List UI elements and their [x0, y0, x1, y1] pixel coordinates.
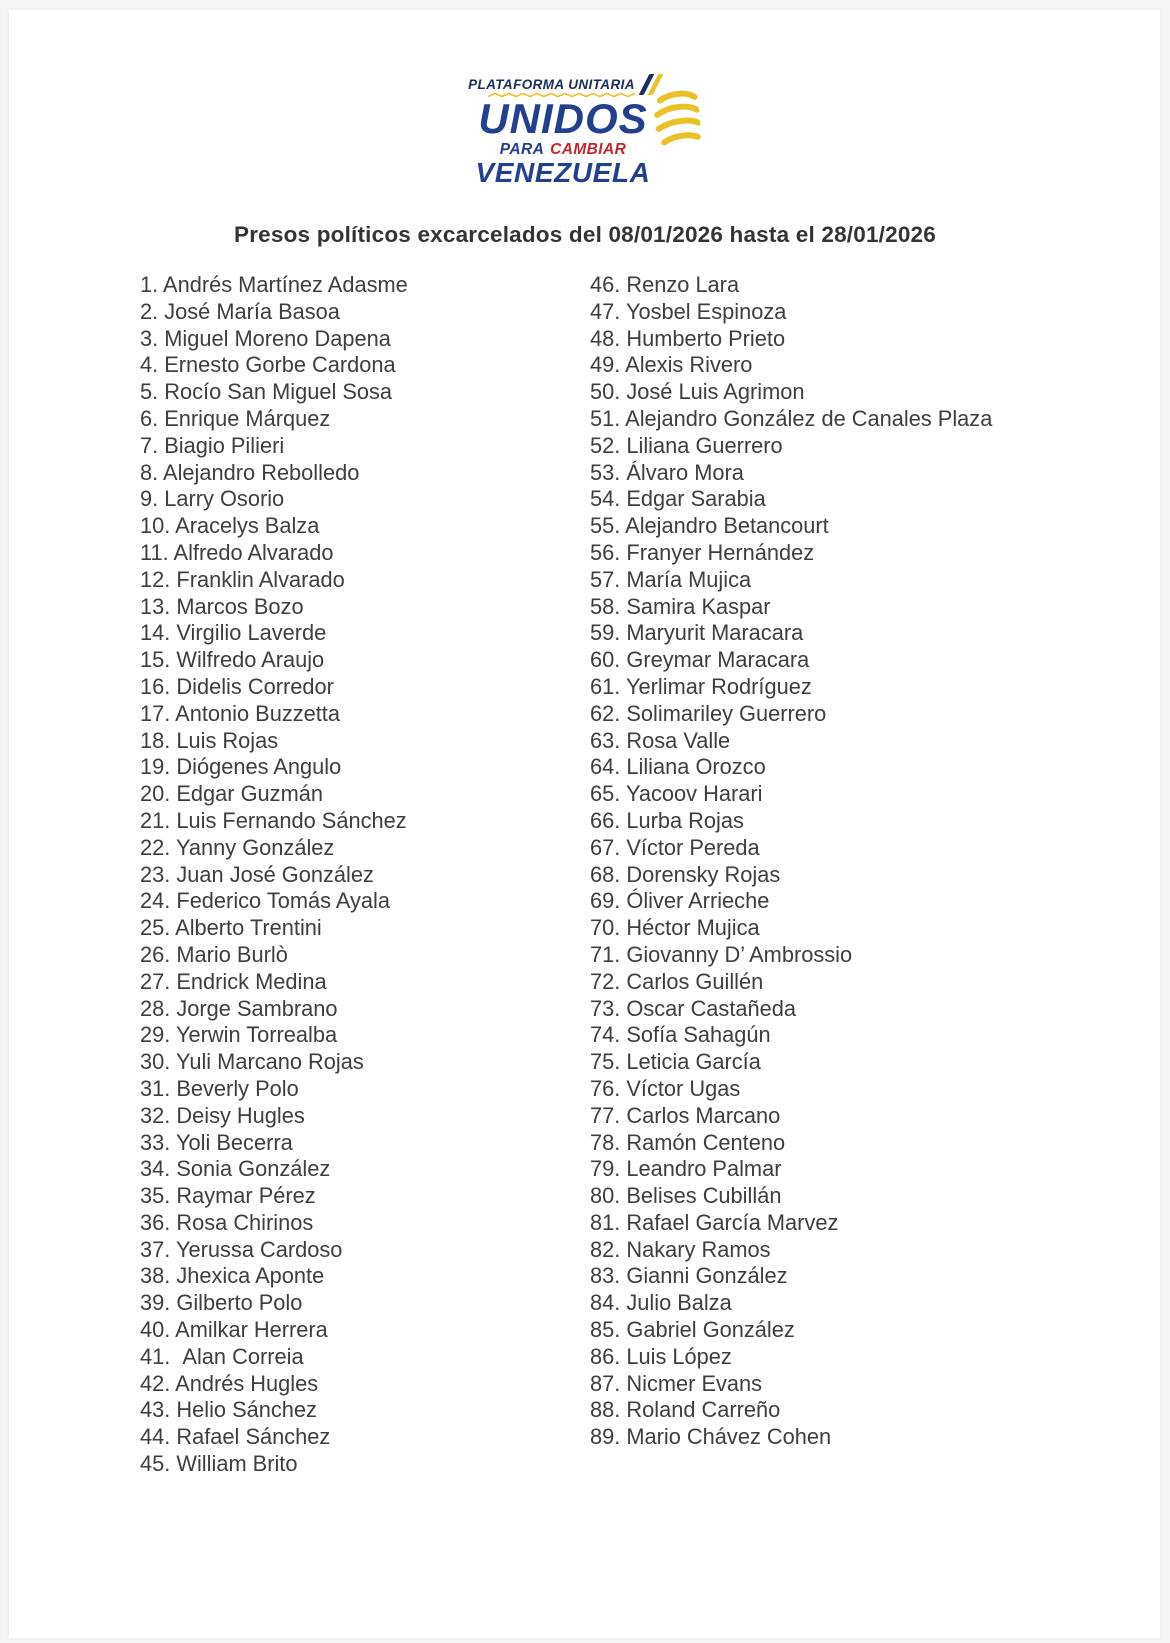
item-name: Humberto Prieto [626, 325, 786, 351]
item-number: 14. [140, 620, 171, 646]
item-number: 73. [590, 995, 621, 1021]
item-name: Dorensky Rojas [626, 861, 781, 887]
list-item [140, 969, 590, 996]
item-number: 83. [590, 1263, 621, 1289]
item-name: Raymar Pérez [176, 1183, 316, 1209]
item-number: 33. [140, 1129, 171, 1155]
list-item [140, 1022, 590, 1049]
item-number: 39. [140, 1290, 171, 1316]
item-number: 24. [140, 888, 171, 914]
item-name: Mario Chávez Cohen [626, 1424, 832, 1450]
item-name: Yerussa Cardoso [175, 1236, 343, 1262]
list-item [590, 781, 1035, 808]
item-name: Aracelys Balza [175, 513, 320, 539]
list-item [140, 862, 590, 889]
item-number: 29. [140, 1022, 171, 1048]
item-number: 18. [140, 727, 171, 753]
item-number: 58. [590, 593, 621, 619]
item-name: Alejandro Rebolledo [163, 459, 360, 485]
item-number: 87. [590, 1370, 621, 1396]
item-name: Edgar Guzmán [176, 781, 323, 807]
list-item [140, 352, 590, 379]
list-item [590, 674, 1035, 701]
list-item [140, 835, 590, 862]
item-name: Rosa Valle [626, 727, 731, 753]
list-item [590, 835, 1035, 862]
item-name: Wilfredo Araujo [176, 647, 325, 673]
item-name: Roland Carreño [626, 1397, 781, 1423]
item-name: Leandro Palmar [626, 1156, 782, 1182]
list-item [590, 1290, 1035, 1317]
list-item [590, 1076, 1035, 1103]
item-number: 88. [590, 1397, 621, 1423]
item-name: Deisy Hugles [176, 1102, 305, 1128]
item-name: Andrés Martínez Adasme [163, 272, 408, 297]
item-number: 40. [140, 1317, 171, 1343]
list-item [140, 647, 590, 674]
item-name: Liliana Guerrero [626, 432, 783, 458]
item-number: 54. [590, 486, 621, 512]
item-name: Luis Fernando Sánchez [176, 807, 407, 833]
list-item [590, 594, 1035, 621]
list-item [590, 1210, 1035, 1237]
list-item [140, 1371, 590, 1398]
item-number: 47. [590, 298, 621, 324]
list-item [590, 406, 1035, 433]
item-number: 3. [140, 325, 159, 351]
item-number: 69. [590, 888, 621, 914]
item-name: Marcos Bozo [176, 593, 304, 619]
list-item [590, 888, 1035, 915]
item-number: 31. [140, 1075, 171, 1101]
item-number: 63. [590, 727, 621, 753]
list-item [590, 1049, 1035, 1076]
item-number: 82. [590, 1236, 621, 1262]
list-item [140, 1076, 590, 1103]
item-name: Alejandro Betancourt [625, 513, 829, 539]
list-item [590, 1344, 1035, 1371]
item-number: 9. [140, 486, 159, 512]
list-item [140, 1130, 590, 1157]
item-name: Franyer Hernández [626, 539, 815, 565]
list-item [140, 888, 590, 915]
item-number: 59. [590, 620, 621, 646]
item-number: 46. [590, 272, 621, 297]
item-name: Giovanny D’ Ambrossio [626, 941, 853, 967]
item-name: Luis López [626, 1343, 732, 1369]
item-name: José Luis Agrimon [626, 379, 805, 405]
list-item [590, 1130, 1035, 1157]
item-name: Yerlimar Rodríguez [625, 673, 812, 699]
list-item [140, 326, 590, 353]
item-number: 13. [140, 593, 171, 619]
item-number: 75. [590, 1049, 621, 1075]
item-name: José María Basoa [164, 298, 340, 324]
item-name: Yacoov Harari [625, 781, 763, 807]
item-number: 67. [590, 834, 621, 860]
item-name: Yanny González [175, 834, 335, 860]
item-name: Gabriel González [626, 1317, 795, 1343]
item-name: Mario Burlò [176, 941, 288, 967]
column-right [590, 272, 1035, 1478]
list-item [590, 862, 1035, 889]
list-item [140, 996, 590, 1023]
list-item [590, 379, 1035, 406]
cambiar-text: CAMBIAR [550, 140, 627, 158]
list-item [590, 728, 1035, 755]
item-number: 79. [590, 1156, 621, 1182]
list-item [140, 272, 590, 299]
item-name: Oscar Castañeda [626, 995, 796, 1021]
item-number: 11. [140, 539, 169, 565]
list-item [590, 299, 1035, 326]
item-name: Carlos Guillén [626, 968, 764, 994]
item-number: 65. [590, 781, 621, 807]
list-item [140, 728, 590, 755]
item-name: María Mujica [626, 566, 752, 592]
list-item [140, 1397, 590, 1424]
item-name: Antonio Buzzetta [175, 700, 340, 726]
list-item [590, 433, 1035, 460]
item-number: 64. [590, 754, 621, 780]
list-item [140, 1424, 590, 1451]
item-number: 43. [140, 1397, 171, 1423]
item-name: Alberto Trentini [175, 915, 322, 941]
item-number: 56. [590, 539, 621, 565]
item-name: Sonia González [176, 1156, 331, 1182]
item-number: 34. [140, 1156, 171, 1182]
list-item [590, 513, 1035, 540]
item-number: 6. [140, 405, 159, 431]
item-name: William Brito [176, 1451, 298, 1477]
item-number: 72. [590, 968, 621, 994]
list-item [590, 352, 1035, 379]
item-name: Virgilio Laverde [176, 620, 327, 646]
item-number: 51. [590, 405, 621, 431]
list-item [140, 1451, 590, 1478]
list-item [140, 406, 590, 433]
list-item [140, 1344, 590, 1371]
item-name: Biagio Pilieri [164, 432, 285, 458]
item-number: 42. [140, 1370, 171, 1396]
item-number: 49. [590, 352, 621, 378]
list-item [590, 754, 1035, 781]
list-item [140, 1317, 590, 1344]
item-name: Alexis Rivero [625, 352, 753, 378]
item-number: 57. [590, 566, 621, 592]
list-item [140, 379, 590, 406]
item-number: 15. [140, 647, 171, 673]
item-number: 21. [140, 807, 171, 833]
item-number: 53. [590, 459, 621, 485]
item-name: Liliana Orozco [626, 754, 766, 780]
list-item [140, 1290, 590, 1317]
item-name: Óliver Arrieche [626, 888, 770, 914]
item-name: Rafael Sánchez [176, 1424, 331, 1450]
item-number: 86. [590, 1343, 621, 1369]
list-item [590, 620, 1035, 647]
item-number: 1. [140, 272, 159, 297]
item-number: 80. [590, 1183, 621, 1209]
item-name: Héctor Mujica [626, 915, 760, 941]
item-name: Edgar Sarabia [626, 486, 766, 512]
item-number: 23. [140, 861, 171, 887]
item-number: 38. [140, 1263, 171, 1289]
list-item [590, 1237, 1035, 1264]
item-name: Jhexica Aponte [176, 1263, 325, 1289]
item-number: 61. [590, 673, 621, 699]
item-name: Carlos Marcano [626, 1102, 781, 1128]
item-number: 4. [140, 352, 159, 378]
list-item [140, 754, 590, 781]
list-item [140, 513, 590, 540]
para-text: PARA [499, 140, 545, 158]
item-name: Nakary Ramos [626, 1236, 771, 1262]
item-number: 32. [140, 1102, 171, 1128]
item-name: Enrique Márquez [164, 405, 331, 431]
item-number: 30. [140, 1049, 171, 1075]
item-number: 5. [140, 379, 159, 405]
item-number: 84. [590, 1290, 621, 1316]
list-item [140, 808, 590, 835]
list-item [590, 1183, 1035, 1210]
item-name: Alejandro González de Canales Plaza [625, 405, 993, 431]
list-item [590, 460, 1035, 487]
list-item [140, 1049, 590, 1076]
item-name: Yosbel Espinoza [625, 298, 787, 324]
item-number: 20. [140, 781, 171, 807]
list-item [140, 1263, 590, 1290]
item-number: 89. [590, 1424, 621, 1450]
item-number: 68. [590, 861, 621, 887]
item-number: 66. [590, 807, 621, 833]
item-name: Álvaro Mora [626, 459, 744, 485]
item-number: 16. [140, 673, 171, 699]
item-name: Yuli Marcano Rojas [175, 1049, 364, 1075]
item-name: Julio Balza [626, 1290, 732, 1316]
item-number: 36. [140, 1209, 171, 1235]
item-number: 41. [140, 1343, 171, 1369]
list-item [140, 433, 590, 460]
item-name: Samira Kaspar [626, 593, 771, 619]
item-name: Rafael García Marvez [626, 1209, 839, 1235]
list-item [140, 299, 590, 326]
hand-swoosh-icon [649, 88, 703, 155]
item-name: Didelis Corredor [176, 673, 334, 699]
item-name: Nicmer Evans [626, 1370, 763, 1396]
item-name: Alfredo Alvarado [173, 539, 334, 565]
list-item [140, 460, 590, 487]
item-name: Sofía Sahagún [626, 1022, 771, 1048]
item-name: Franklin Alvarado [176, 566, 345, 592]
item-number: 44. [140, 1424, 171, 1450]
item-number: 25. [140, 915, 171, 941]
item-name: Solimariley Guerrero [626, 700, 827, 726]
item-number: 78. [590, 1129, 621, 1155]
unidos-text: UNIDOS [478, 98, 647, 141]
list-item [590, 969, 1035, 996]
item-name: Yoli Becerra [175, 1129, 293, 1155]
item-name: Rocío San Miguel Sosa [164, 379, 393, 405]
item-name: Víctor Pereda [626, 834, 760, 860]
list-item [140, 1210, 590, 1237]
item-number: 7. [140, 432, 159, 458]
list-item [140, 567, 590, 594]
item-name: Ernesto Gorbe Cardona [164, 352, 396, 378]
item-number: 10. [140, 513, 171, 539]
item-name: Lurba Rojas [626, 807, 744, 833]
list-item [140, 915, 590, 942]
item-name: Luis Rojas [176, 727, 279, 753]
list-item [590, 1371, 1035, 1398]
item-name: Amilkar Herrera [175, 1317, 328, 1343]
item-name: Gilberto Polo [176, 1290, 303, 1316]
item-name: Leticia García [626, 1049, 761, 1075]
item-name: Alan Correia [176, 1343, 304, 1369]
item-name: Belises Cubillán [626, 1183, 782, 1209]
list-item [140, 1103, 590, 1130]
item-name: Larry Osorio [164, 486, 285, 512]
item-number: 12. [140, 566, 171, 592]
list-item [590, 272, 1035, 299]
item-number: 60. [590, 647, 621, 673]
item-name: Andrés Hugles [175, 1370, 319, 1396]
item-number: 77. [590, 1102, 621, 1128]
page-title: Presos políticos excarcelados del 08/01/2026 hasta el 28/01/2026 [234, 222, 936, 247]
plataforma-unitaria-text: PLATAFORMA UNITARIA [468, 76, 635, 92]
list-item [140, 942, 590, 969]
list-item [590, 486, 1035, 513]
item-number: 85. [590, 1317, 621, 1343]
item-number: 74. [590, 1022, 621, 1048]
item-number: 52. [590, 432, 621, 458]
list-item [590, 701, 1035, 728]
list-item [590, 1424, 1035, 1451]
list-item [590, 915, 1035, 942]
list-item [590, 996, 1035, 1023]
list-item [140, 1183, 590, 1210]
column-left [140, 272, 590, 1478]
item-number: 76. [590, 1075, 621, 1101]
list-item [590, 1317, 1035, 1344]
list-item [590, 942, 1035, 969]
logo [0, 74, 1170, 187]
item-number: 28. [140, 995, 171, 1021]
item-number: 62. [590, 700, 621, 726]
list-item [590, 567, 1035, 594]
venezuela-text: VENEZUELA [475, 156, 651, 188]
item-name: Yerwin Torrealba [175, 1022, 338, 1048]
item-name: Jorge Sambrano [176, 995, 338, 1021]
list-item [590, 1022, 1035, 1049]
item-name: Miguel Moreno Dapena [164, 325, 391, 351]
item-number: 50. [590, 379, 621, 405]
item-name: Endrick Medina [176, 968, 327, 994]
item-name: Rosa Chirinos [176, 1209, 314, 1235]
list-item [590, 1103, 1035, 1130]
item-number: 81. [590, 1209, 621, 1235]
list-item [140, 781, 590, 808]
item-name: Helio Sánchez [176, 1397, 317, 1423]
list-item [140, 674, 590, 701]
item-name: Ramón Centeno [626, 1129, 786, 1155]
item-name: Maryurit Maracara [626, 620, 804, 646]
list-item [590, 1263, 1035, 1290]
item-number: 71. [590, 941, 621, 967]
item-name: Renzo Lara [626, 272, 740, 297]
list-item [590, 326, 1035, 353]
list-item [140, 1156, 590, 1183]
list-item [140, 486, 590, 513]
item-number: 8. [140, 459, 159, 485]
list-item [140, 1237, 590, 1264]
item-number: 2. [140, 298, 159, 324]
item-number: 19. [140, 754, 171, 780]
item-name: Víctor Ugas [626, 1075, 741, 1101]
item-name: Gianni González [626, 1263, 788, 1289]
item-number: 37. [140, 1236, 171, 1262]
list-item [590, 1156, 1035, 1183]
item-number: 48. [590, 325, 621, 351]
list-item [590, 540, 1035, 567]
list-item [140, 620, 590, 647]
list-item [140, 540, 590, 567]
item-number: 26. [140, 941, 171, 967]
item-number: 35. [140, 1183, 171, 1209]
list-item [140, 594, 590, 621]
list-item [590, 808, 1035, 835]
item-name: Federico Tomás Ayala [176, 888, 391, 914]
item-name: Greymar Maracara [626, 647, 810, 673]
item-number: 17. [140, 700, 171, 726]
item-number: 55. [590, 513, 621, 539]
item-name: Beverly Polo [176, 1075, 299, 1101]
list-item [590, 647, 1035, 674]
item-number: 45. [140, 1451, 171, 1477]
item-name: Juan José González [176, 861, 374, 887]
item-number: 70. [590, 915, 621, 941]
list-item [140, 701, 590, 728]
names-list [140, 272, 1040, 1478]
item-name: Diógenes Angulo [176, 754, 342, 780]
item-number: 27. [140, 968, 171, 994]
list-item [590, 1397, 1035, 1424]
item-number: 22. [140, 834, 171, 860]
